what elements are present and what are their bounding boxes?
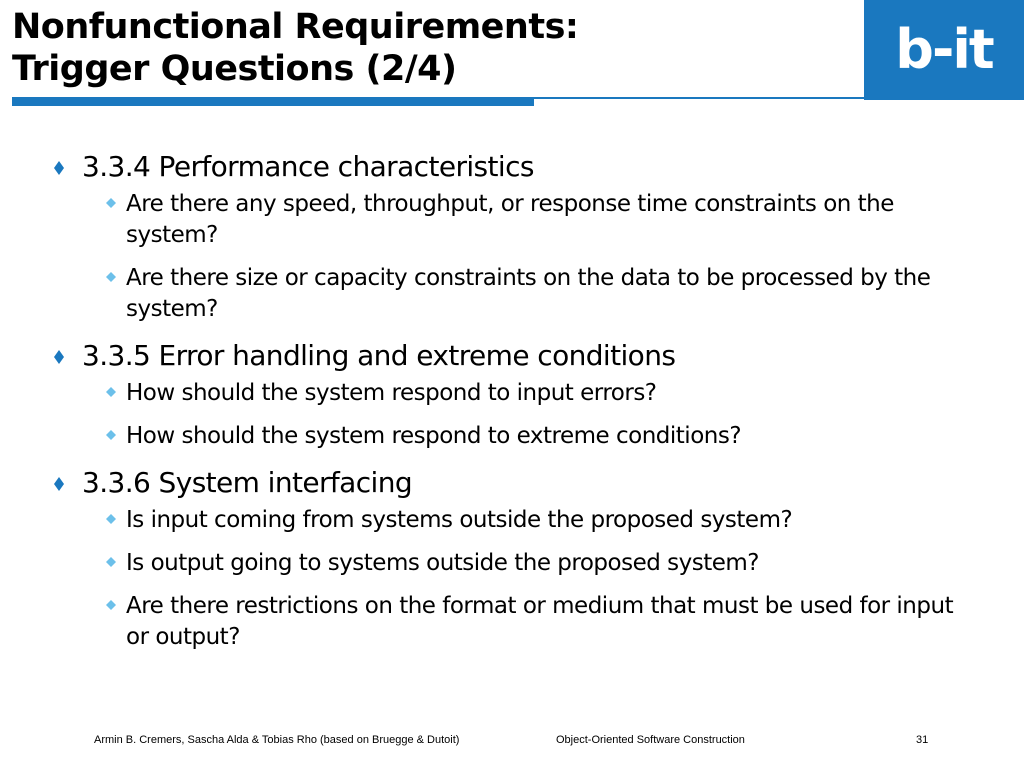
sub-bullet-item <box>82 189 972 251</box>
sub-bullet-text: Is output going to systems outside the proposed system? <box>126 550 759 576</box>
sub-bullet-text: How should the system respond to extreme conditions? <box>126 423 742 449</box>
diamond-bullet-icon <box>106 514 116 524</box>
sub-bullet-item <box>82 263 972 325</box>
sub-bullet-text: Is input coming from systems outside the proposed system? <box>126 507 793 533</box>
sub-bullet-item <box>82 591 972 653</box>
sub-bullet-text: Are there size or capacity constraints on the data to be processed by the system? <box>126 265 931 322</box>
bullet-text: 3.3.4 Performance characteristics <box>82 150 534 183</box>
title-underline-thick <box>12 99 534 106</box>
footer-page-number: 31 <box>916 734 929 746</box>
diamond-bullet-icon <box>54 161 64 175</box>
bullet-list <box>52 148 972 665</box>
sub-bullet-list <box>82 189 972 325</box>
diamond-bullet-icon <box>106 557 116 567</box>
sub-bullet-item <box>82 378 972 409</box>
footer-course-title: Object-Oriented Software Construction <box>556 734 745 746</box>
sub-bullet-item <box>82 548 972 579</box>
sub-bullet-list <box>82 378 972 452</box>
sub-bullet-item <box>82 421 972 452</box>
sub-bullet-text: Are there any speed, throughput, or response time constraints on the system? <box>126 191 894 248</box>
footer-authors: Armin B. Cremers, Sascha Alda & Tobias Rho (based on Bruegge & Dutoit) <box>94 734 460 746</box>
diamond-bullet-icon <box>106 198 116 208</box>
diamond-bullet-icon <box>106 387 116 397</box>
sub-bullet-list <box>82 505 972 653</box>
slide-title-line-1: Nonfunctional Requirements: <box>12 7 579 47</box>
diamond-bullet-icon <box>54 350 64 364</box>
diamond-bullet-icon <box>106 430 116 440</box>
diamond-bullet-icon <box>54 477 64 491</box>
b-it-logo-text: b-it <box>895 18 993 81</box>
bullet-text: 3.3.5 Error handling and extreme conditions <box>82 339 676 372</box>
bullet-text: 3.3.6 System interfacing <box>82 466 413 499</box>
sub-bullet-text: Are there restrictions on the format or medium that must be used for input or output? <box>126 593 954 650</box>
bullet-item-performance <box>52 148 972 325</box>
sub-bullet-text: How should the system respond to input errors? <box>126 380 657 406</box>
bullet-item-error-handling <box>52 337 972 452</box>
b-it-logo-mark <box>879 10 1009 90</box>
diamond-bullet-icon <box>106 600 116 610</box>
slide-title-line-2: Trigger Questions (2/4) <box>12 49 457 89</box>
bullet-item-system-interfacing <box>52 464 972 653</box>
b-it-logo <box>864 0 1024 100</box>
sub-bullet-item <box>82 505 972 536</box>
slide-title <box>12 6 578 90</box>
diamond-bullet-icon <box>106 272 116 282</box>
